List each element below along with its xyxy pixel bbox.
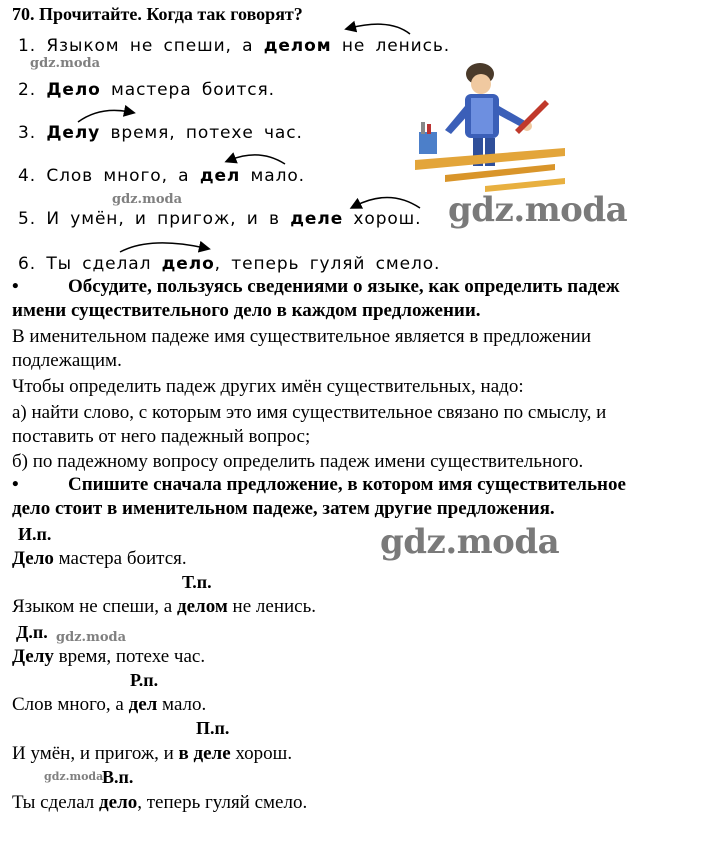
case-text-post: , теперь гуляй смело. — [137, 792, 308, 813]
sentence-text-pre: Ты сделал — [46, 254, 162, 274]
case-text-pre: И умён, и пригож, и — [12, 743, 179, 764]
watermark: gdz.moda — [380, 522, 560, 562]
task-1-line-1: Обсудите, пользуясь сведениями о языке, как определить падеж — [68, 276, 620, 297]
answer-line: В именительном падеже имя существительное является в предложении — [12, 326, 591, 347]
sentence-text-post: , теперь гуляй смело. — [214, 254, 441, 274]
task-1-line-2: имени существительного дело в каждом предложении. — [12, 300, 481, 321]
case-label: П.п. — [196, 718, 230, 738]
sentence-number: 5. — [18, 209, 37, 229]
key-word: в деле — [178, 743, 231, 764]
task-bullet: • — [12, 276, 19, 297]
sentence-text-post: мастера боится. — [100, 80, 275, 100]
answer-line: Чтобы определить падеж других имён существительных, надо: — [12, 376, 524, 397]
exercise-title: 70. Прочитайте. Когда так говорят? — [12, 4, 303, 24]
task-bullet: • — [12, 474, 19, 495]
sentence-number: 4. — [18, 166, 37, 186]
sentence-text-post: хорош. — [343, 209, 422, 229]
watermark: gdz.moda — [448, 190, 628, 230]
key-word: Дело — [46, 80, 101, 100]
case-label: В.п. — [102, 767, 134, 787]
key-word: дело — [161, 254, 215, 274]
answer-line: а) найти слово, с которым это имя существительное связано по смыслу, и — [12, 402, 607, 423]
answer-line: поставить от него падежный вопрос; — [12, 426, 311, 447]
case-text-pre: Ты сделал — [12, 792, 100, 813]
sentence-text-pre: Слов много, а — [46, 166, 200, 186]
key-word: делом — [177, 596, 228, 617]
carpenter-illustration-icon — [415, 60, 565, 195]
case-text-post: мастера боится. — [53, 548, 187, 569]
key-word: дело — [99, 792, 138, 813]
case-sentence — [12, 646, 205, 668]
answer-line: подлежащим. — [12, 350, 122, 371]
sentence-number: 6. — [18, 254, 37, 274]
case-label: Т.п. — [182, 572, 212, 592]
watermark: gdz.moda — [56, 630, 127, 645]
sentence-text-post: мало. — [240, 166, 305, 186]
sentence-number: 1. — [18, 36, 37, 56]
key-word: Делу — [46, 123, 101, 143]
key-word: деле — [290, 209, 344, 229]
case-sentence — [12, 792, 307, 814]
sentence-text-pre: Языком не спеши, а — [46, 36, 264, 56]
case-label: И.п. — [18, 524, 52, 544]
key-word: делом — [263, 36, 332, 56]
sentence-text-post: не ленись. — [331, 36, 451, 56]
key-word: Дело — [12, 548, 54, 569]
sentence-text-pre: И умён, и пригож, и в — [46, 209, 291, 229]
case-sentence — [12, 694, 206, 716]
case-text-post: мало. — [157, 694, 207, 715]
case-text-post: хорош. — [230, 743, 293, 764]
sentence-number: 3. — [18, 123, 37, 143]
case-text-post: не ленись. — [227, 596, 316, 617]
task-2-line-2: дело стоит в именительном падеже, затем другие предложения. — [12, 498, 555, 519]
case-sentence — [12, 596, 316, 618]
question-arc-icon — [0, 0, 711, 300]
case-text-post: время, потехе час. — [53, 646, 206, 667]
key-word: Делу — [12, 646, 54, 667]
watermark: gdz.moda — [112, 192, 183, 207]
case-sentence — [12, 548, 187, 570]
answer-line: б) по падежному вопросу определить падеж имени существительного. — [12, 451, 584, 472]
case-sentence — [12, 743, 292, 765]
case-label: Р.п. — [130, 670, 159, 690]
key-word: дел — [199, 166, 241, 186]
case-label: Д.п. — [16, 622, 48, 642]
key-word: дел — [128, 694, 158, 715]
case-text-pre: Слов много, а — [12, 694, 129, 715]
watermark: gdz.moda — [30, 56, 101, 71]
task-2-line-1: Спишите сначала предложение, в котором имя существительное — [68, 474, 626, 495]
sentence-number: 2. — [18, 80, 37, 100]
sentence-text-post: время, потехе час. — [100, 123, 303, 143]
case-text-pre: Языком не спеши, а — [12, 596, 177, 617]
watermark: gdz.moda — [44, 770, 104, 783]
